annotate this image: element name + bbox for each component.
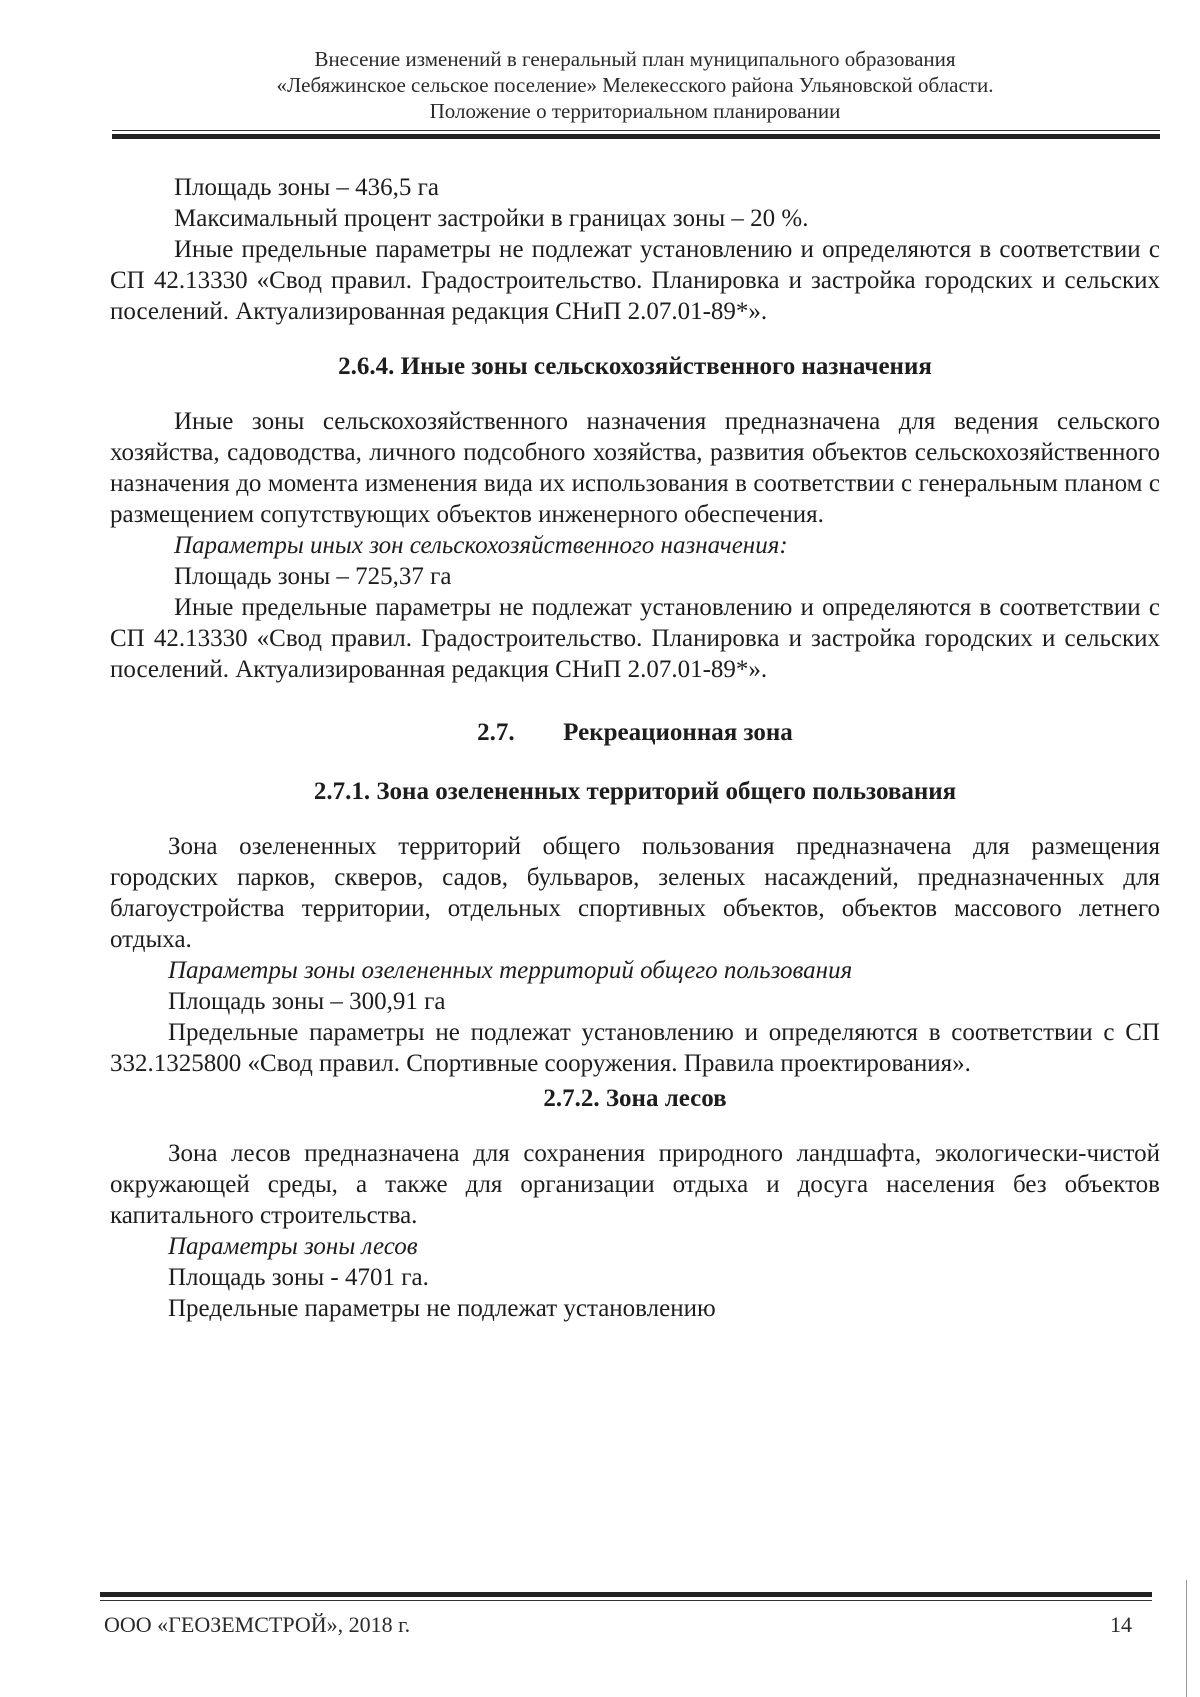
other-params-paragraph: Иные предельные параметры не подлежат установлению и определяются в соответствии с СП 42.13330 «Свод правил. Градостроительство. Планировка и застройка городских и сельских поселений. Актуализированная редакция СНиП 2.07.01-89*». (110, 594, 1160, 683)
footer-company: ООО «ГЕОЗЕМСТРОЙ», 2018 г. (104, 1612, 411, 1637)
section-heading-2-7-1: 2.7.1. Зона озелененных территорий общего пользования (313, 778, 957, 805)
other-params-paragraph: Иные предельные параметры не подлежат установлению и определяются в соответствии с СП 42.13330 «Свод правил. Градостроительство. Планировка и застройка городских и сельских поселений. Актуализированная редакция СНиП 2.07.01-89*». (110, 236, 1160, 325)
params-title: Параметры зоны озелененных территорий общего пользования (168, 957, 853, 984)
other-params-paragraph: Предельные параметры не подлежат установлению и определяются в соответствии с СП 332.1325800 «Свод правил. Спортивные сооружения. Правила проектирования». (110, 1019, 1160, 1077)
section-heading-2-7 (110, 717, 1160, 748)
section-heading-2-6-4: 2.6.4. Иные зоны сельскохозяйственного назначения (338, 353, 932, 380)
section-description: Зона лесов предназначена для сохранения природного ландшафта, экологически-чистой окружающей среды, а также для организации отдыха и досуга населения без объектов капитального строительства. (110, 1140, 1160, 1229)
footer-divider-thin (100, 1600, 1152, 1601)
header-line-1: Внесение изменений в генеральный план муниципального образования (314, 47, 956, 71)
header-divider-thin (112, 130, 1160, 131)
document-body (110, 172, 1160, 1324)
header-line-3: Положение о территориальном планировании (429, 99, 841, 123)
section-description: Иные зоны сельскохозяйственного назначения предназначена для ведения сельского хозяйства, садоводства, личного подсобного хозяйства, развития объектов сельскохозяйственного назначения до момента изменения вида их использования в соответствии с генеральным планом с размещением сопутствующих объектов инженерного обеспечения. (110, 408, 1160, 528)
zone-area: Площадь зоны – 725,37 га (174, 563, 452, 590)
header-divider-thick (112, 134, 1160, 139)
scan-edge-line (1186, 1580, 1187, 1697)
zone-area: Площадь зоны – 300,91 га (168, 988, 446, 1015)
section-description: Зона озелененных территорий общего пользования предназначена для размещения городских парков, скверов, садов, бульваров, зеленых насаждений, предназначенных для благоустройства территории, отдельных спортивных объектов, объектов массового летнего отдыха. (110, 833, 1160, 953)
max-build-percent: Максимальный процент застройки в границах зоны – 20 %. (174, 205, 809, 232)
page-header (110, 46, 1160, 124)
page-number: 14 (1110, 1612, 1132, 1637)
footer-divider-thick (100, 1592, 1152, 1597)
other-params-paragraph: Предельные параметры не подлежат установлению (168, 1295, 716, 1322)
zone-area: Площадь зоны - 4701 га. (168, 1264, 429, 1291)
section-title: Рекреационная зона (563, 719, 793, 746)
params-title: Параметры иных зон сельскохозяйственного назначения: (174, 532, 788, 559)
header-line-2: «Лебяжинское сельское поселение» Мелекесского района Ульяновской области. (276, 73, 994, 97)
section-number: 2.7. (477, 719, 515, 746)
section-heading-2-7-2: 2.7.2. Зона лесов (543, 1085, 727, 1112)
zone-area: Площадь зоны – 436,5 га (174, 174, 440, 201)
params-title: Параметры зоны лесов (168, 1233, 418, 1260)
